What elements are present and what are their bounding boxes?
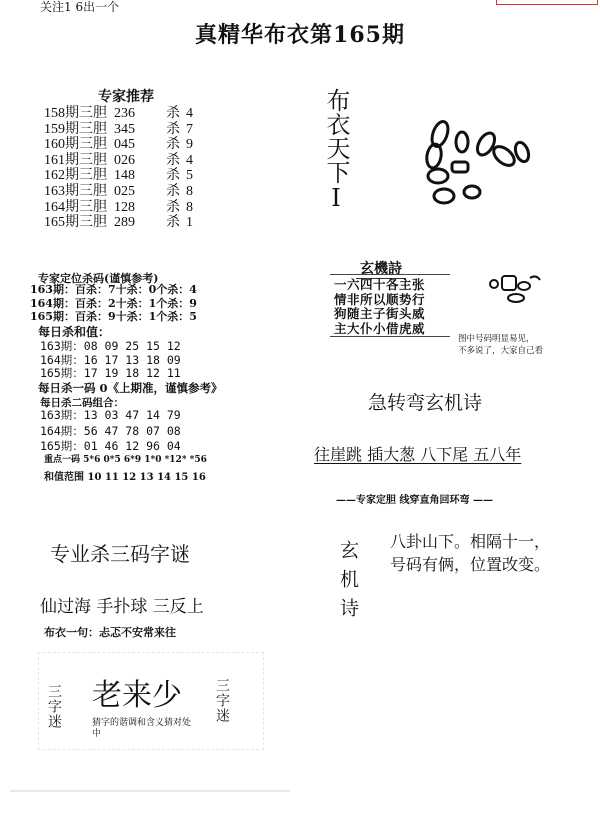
riddle-label-right: 三字迷 (214, 678, 230, 723)
xuanji-vertical-title: 玄机诗 (337, 540, 359, 627)
period-label: 164期三胆 (44, 199, 107, 215)
buyi-quote: 布衣一句：忐忑不安常来往 (44, 626, 176, 639)
kill-number: 5 (186, 168, 193, 184)
poem-rule (330, 274, 450, 275)
sum-range-line: 和值范围 10 11 12 13 14 15 16 (44, 472, 206, 483)
expert-heading: 专家推荐 (98, 89, 154, 105)
expert-row (44, 200, 193, 216)
kill-position-row: 164期：百杀：2十杀：1个杀：9 (30, 296, 197, 310)
kill-position-row: 165期：百杀：9十杀：1个杀：5 (30, 310, 197, 323)
daily-sum-heading: 每日杀和值： (38, 325, 111, 339)
riddle-word: 老来少 (92, 678, 182, 713)
ring-illustration (486, 268, 550, 308)
xuanji-poem (390, 530, 550, 576)
poem-line: 一六四十各主张 (334, 277, 426, 292)
corner-frame (496, 0, 598, 5)
combo-heading: 每日杀二码组合： (40, 397, 124, 409)
kill-label: 杀 (166, 106, 180, 121)
three-numbers: 045 (114, 137, 135, 153)
riddle-heading: 专业杀三码字谜 (50, 542, 190, 566)
combo-list (40, 408, 181, 455)
kill-label: 杀 (166, 199, 180, 215)
combo-row: 165期：01 46 12 96 04 (40, 439, 181, 453)
kill-number: 4 (186, 106, 193, 121)
period-label: 158期三胆 (44, 106, 107, 121)
expert-row (44, 215, 193, 231)
poem-line: 狗随主子街头威 (334, 306, 426, 321)
three-numbers: 236 (114, 106, 135, 121)
figure-note-line: 图中号码明显易见， (458, 334, 535, 344)
poem-line: 情非所以顺势行 (334, 291, 426, 307)
poem-line: 主大仆小借虎威 (334, 320, 426, 336)
three-numbers: 148 (114, 168, 135, 184)
poem-heading: 玄機詩 (356, 258, 406, 279)
kill-number: 4 (186, 152, 193, 168)
expert-row (44, 184, 193, 200)
poem-rule (330, 336, 450, 337)
period-label: 160期三胆 (44, 137, 107, 153)
daily-sum-row: 165期：17 19 18 12 11 (40, 366, 181, 381)
expert-list (44, 106, 193, 231)
three-numbers: 289 (114, 215, 135, 231)
buyi-vertical-title: 布衣天下I (322, 88, 350, 212)
expert-dan-line: ——专家定胆 线穿直角回环弯 —— (336, 495, 493, 506)
three-numbers: 026 (114, 152, 135, 168)
xuanji-line: 号码有俩，位置改变。 (390, 555, 551, 574)
riddle-label-left: 三字迷 (46, 684, 62, 729)
expert-row (44, 122, 193, 138)
kill-position-row: 163期：百杀：7十杀：0个杀：4 (30, 283, 197, 296)
combo-row: 163期：13 03 47 14 79 (40, 408, 181, 422)
page-title: 真精华布衣第165期 (195, 22, 405, 48)
expert-row (44, 137, 193, 153)
period-label: 165期三胆 (44, 215, 107, 231)
expert-row (44, 168, 193, 184)
xuanji-line: 八卦山下。相隔十一， (390, 532, 551, 551)
daily-sum-list (40, 340, 181, 381)
kill-label: 杀 (166, 152, 180, 168)
chain-illustration (418, 112, 538, 212)
three-numbers: 128 (114, 199, 135, 215)
kill-label: 杀 (166, 215, 180, 231)
divider (10, 790, 290, 792)
period-label: 162期三胆 (44, 168, 107, 184)
daily-sum-row: 163期：08 09 25 15 12 (40, 339, 181, 353)
daily-sum-row: 164期：16 17 13 18 09 (40, 352, 181, 367)
riddle-line: 仙过海 手扑球 三反上 (40, 597, 204, 617)
period-label: 161期三胆 (44, 152, 107, 168)
kill-position-list (30, 283, 197, 324)
period-label: 163期三胆 (44, 183, 107, 199)
expert-row (44, 153, 193, 169)
kill-label: 杀 (166, 137, 180, 153)
figure-note (458, 333, 543, 357)
figure-note-line: 不多说了，大家自己看 (458, 346, 544, 356)
kill-position-heading: 专家定位杀码(谨慎参考) (38, 272, 159, 285)
kill-number: 1 (186, 215, 193, 231)
period-label: 159期三胆 (44, 121, 107, 137)
focus-number-line: 重点一码 5*6 0*5 6*9 1*0 *12* *56 (44, 455, 207, 465)
top-note: 关注1 6出一个 (40, 0, 120, 14)
kill-number: 8 (186, 199, 193, 215)
combo-row: 164期：56 47 78 07 08 (40, 423, 181, 438)
kill-label: 杀 (166, 183, 180, 199)
turn-poem-title: 急转弯玄机诗 (368, 392, 483, 414)
poem-body (334, 278, 425, 336)
riddle-hint: 猜字的谐调和含义猜对处中 (92, 718, 192, 739)
riddle-phrase: 往崖跳 插大葱 八下尾 五八年 (314, 445, 522, 464)
kill-label: 杀 (166, 168, 180, 184)
kill-number: 9 (186, 137, 193, 153)
expert-row (44, 106, 193, 122)
kill-label: 杀 (166, 121, 180, 137)
kill-number: 7 (186, 121, 193, 137)
single-kill-heading: 每日杀一码 0《上期准，谨慎参考》 (38, 381, 223, 395)
kill-number: 8 (186, 183, 193, 199)
three-numbers: 345 (114, 121, 135, 137)
three-numbers: 025 (114, 183, 135, 199)
